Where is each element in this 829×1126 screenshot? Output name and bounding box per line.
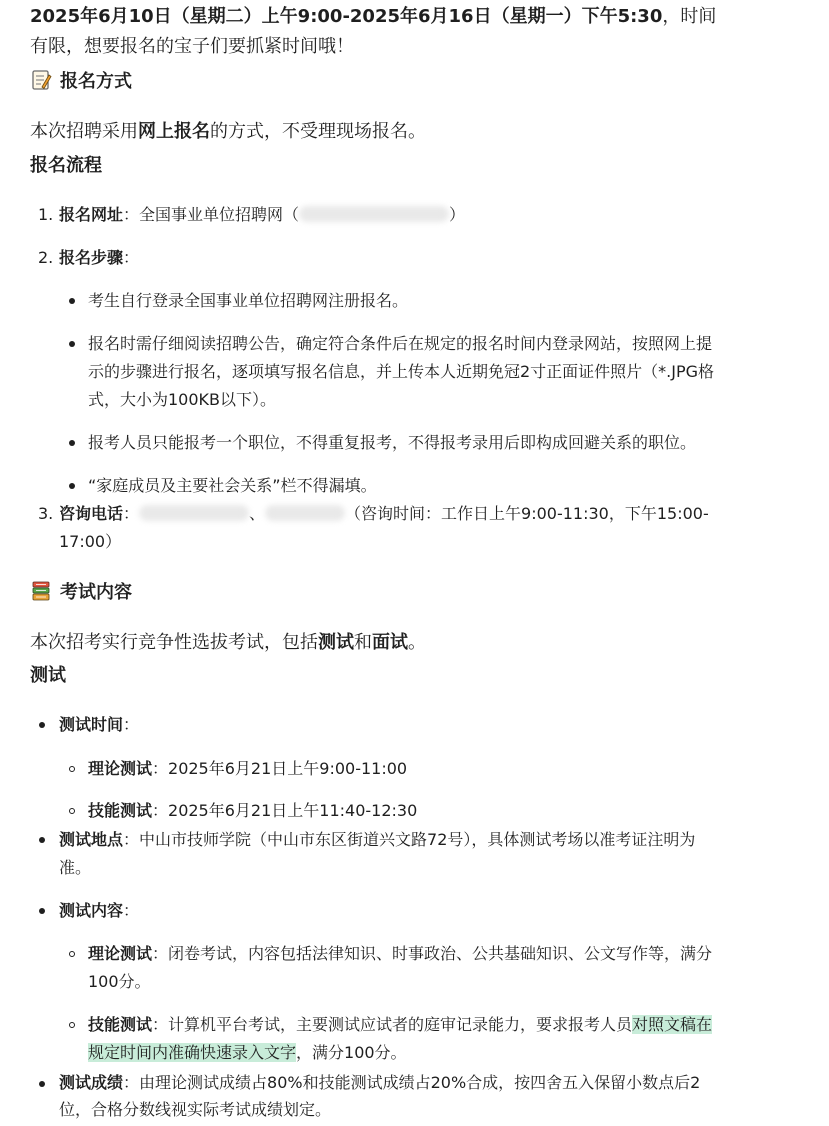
test-place-label: 测试地点 [59, 830, 124, 849]
intro-line-2: 有限，想要报名的宝子们要抓紧时间哦！ [30, 36, 354, 57]
skill-highlight-2: 规定时间内准确快速录入文字 [88, 1043, 297, 1062]
list-item [59, 711, 139, 739]
score-text: ：由理论测试成绩占80%和技能测试成绩占20%合成，按四舍五入保留小数点后2 [123, 1073, 701, 1092]
signup-para-post: 的方式，不受理现场报名。 [210, 121, 426, 142]
skill-text-3: ，满分100分。 [296, 1043, 407, 1062]
score-label: 测试成绩 [59, 1073, 124, 1092]
list-number: 1. [38, 205, 54, 224]
signup-para-bold: 网上报名 [138, 121, 210, 142]
test-time-label: 测试时间 [59, 715, 124, 734]
exam-para-bold-1: 测试 [318, 632, 354, 653]
signup-para [30, 118, 426, 146]
bullet-icon [69, 483, 75, 489]
step-item: 式，大小为100KB以下）。 [88, 390, 277, 409]
theory-label: 理论测试 [88, 944, 153, 963]
exam-para-mid: 和 [354, 632, 372, 653]
memo-icon [30, 69, 52, 91]
list-item [59, 244, 139, 272]
phone-label: 咨询电话 [59, 504, 124, 523]
test-content-colon: ： [123, 901, 140, 920]
exam-para [30, 629, 426, 657]
step-item: 考生自行登录全国事业单位招聘网注册报名。 [88, 291, 409, 310]
signup-heading-text: 报名方式 [60, 71, 132, 92]
list-item [59, 826, 695, 854]
signup-dates: 2025年6月10日（星期二）上午9:00-2025年6月16日（星期一）下午5:30 [30, 6, 663, 27]
redacted-phone-1 [139, 505, 249, 521]
sub-bullet-icon [69, 1022, 75, 1028]
theory-time: ：2025年6月21日上午9:00-11:00 [152, 759, 408, 778]
step-item: 报考人员只能报考一个职位，不得重复报考，不得报考录用后即构成回避关系的职位。 [88, 433, 697, 452]
bullet-icon [39, 837, 45, 843]
sub-bullet-icon [69, 766, 75, 772]
skill-time-label: 技能测试 [88, 801, 153, 820]
bullet-icon [39, 722, 45, 728]
signup-para-pre: 本次招聘采用 [30, 121, 138, 142]
phone-sep: 、 [249, 504, 266, 523]
test-heading: 测试 [30, 665, 66, 686]
phone-colon: ： [123, 504, 140, 523]
exam-heading-text: 考试内容 [60, 582, 132, 603]
bullet-icon [69, 298, 75, 304]
intro-tail: ，时间 [662, 6, 717, 27]
list-number: 2. [38, 248, 54, 267]
step-item: 报名时需仔细阅读招聘公告，确定符合条件后在规定的报名时间内登录网站，按照网上提 [88, 334, 713, 353]
skill-text: ：计算机平台考试，主要测试应试者的庭审记录能力，要求报考人员 [152, 1015, 633, 1034]
redacted-url [299, 206, 449, 222]
list-item [59, 1069, 700, 1097]
test-time-colon: ： [123, 715, 140, 734]
list-item [59, 201, 465, 229]
signup-steps-label: 报名步骤 [59, 248, 124, 267]
list-item [88, 1011, 712, 1039]
redacted-phone-2 [265, 505, 345, 521]
bullet-icon [39, 1081, 45, 1087]
sub-bullet-icon [69, 951, 75, 957]
test-place-text: ：中山市技师学院（中山市东区街道兴文路72号），具体测试考场以准考证注明为 [123, 830, 696, 849]
signup-url-text: ：全国事业单位招聘网（ [123, 205, 300, 224]
skill-label: 技能测试 [88, 1015, 153, 1034]
list-item [88, 755, 407, 783]
list-item [88, 797, 417, 825]
exam-para-post: 。 [408, 632, 426, 653]
bullet-icon [69, 341, 75, 347]
exam-para-pre: 本次招考实行竞争性选拔考试，包括 [30, 632, 318, 653]
test-content-label: 测试内容 [59, 901, 124, 920]
phone-hours-line-2: 17:00） [59, 532, 122, 551]
bullet-icon [69, 440, 75, 446]
signup-url-label: 报名网址 [59, 205, 124, 224]
signup-steps-colon: ： [123, 248, 140, 267]
phone-hours: （咨询时间：工作日上午9:00-11:30，下午15:00- [345, 504, 709, 523]
skill-time: ：2025年6月21日上午11:40-12:30 [152, 801, 418, 820]
step-item: 示的步骤进行报名，逐项填写报名信息，并上传本人近期免冠2寸正面证件照片（*.JPG格 [88, 362, 715, 381]
skill-highlight-1: 对照文稿在 [632, 1015, 713, 1034]
step-item: “家庭成员及主要社会关系”栏不得漏填。 [88, 476, 377, 495]
process-heading: 报名流程 [30, 155, 102, 176]
list-item [88, 1039, 407, 1067]
sub-bullet-icon [69, 808, 75, 814]
exam-heading [30, 579, 132, 607]
list-number: 3. [38, 504, 54, 523]
bullet-icon [39, 908, 45, 914]
score-text-2: 位，合格分数线视实际考试成绩划定。 [59, 1100, 332, 1119]
signup-heading [30, 68, 132, 96]
theory-time-label: 理论测试 [88, 759, 153, 778]
intro-line-1 [30, 3, 716, 31]
test-place-text-2: 准。 [59, 858, 92, 877]
list-item [59, 897, 139, 925]
signup-url-close: ） [449, 205, 466, 224]
list-item [59, 500, 709, 528]
exam-para-bold-2: 面试 [372, 632, 408, 653]
list-item [88, 940, 712, 968]
theory-text-2: 100分。 [88, 972, 151, 991]
books-icon [30, 580, 52, 602]
theory-text: ：闭卷考试，内容包括法律知识、时事政治、公共基础知识、公文写作等，满分 [152, 944, 713, 963]
